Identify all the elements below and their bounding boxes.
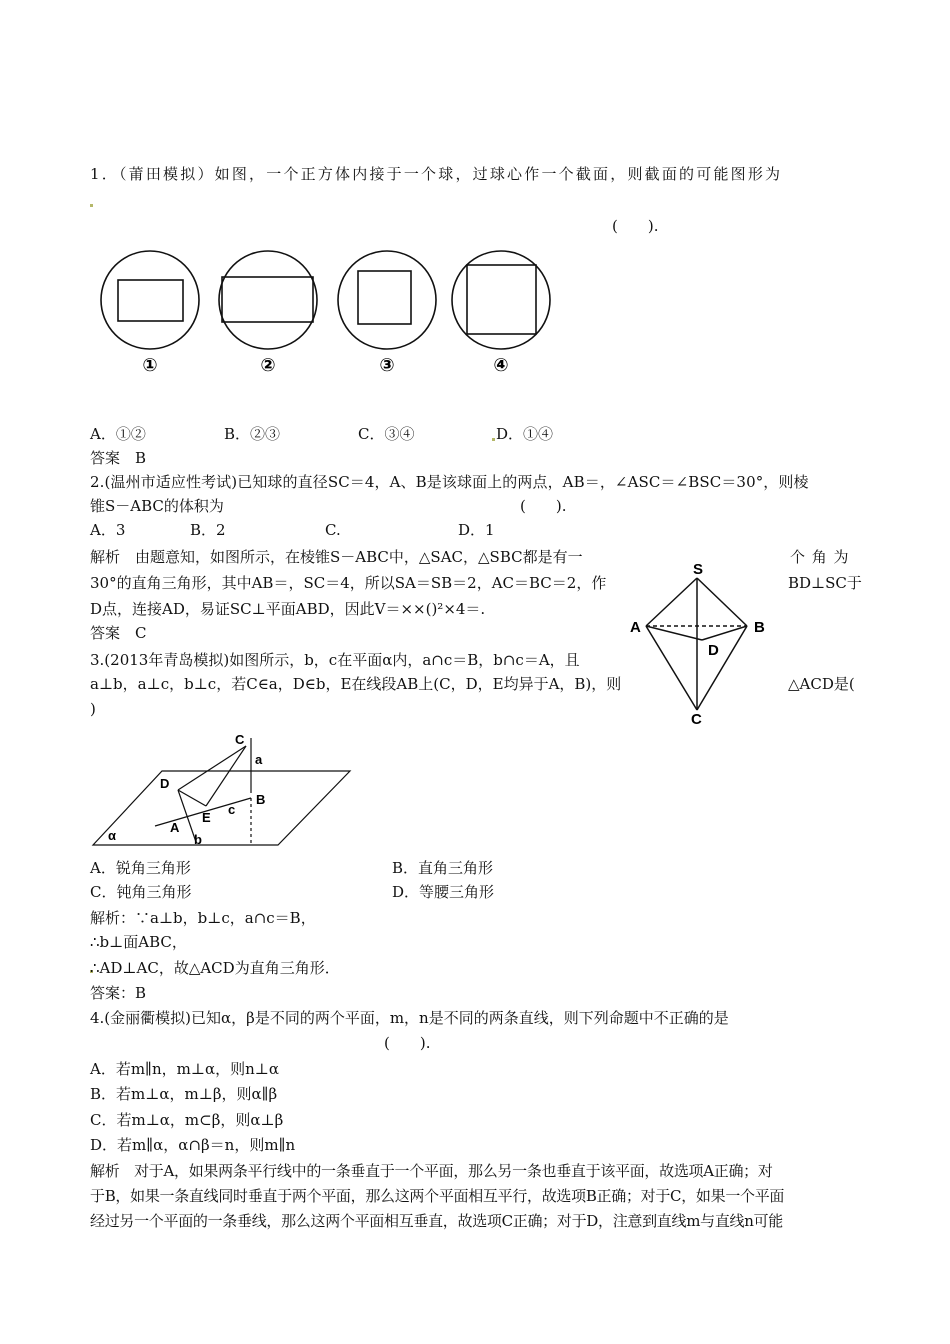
q1-option-d: D．①④ [496, 425, 554, 443]
q4-option-b: B．若m⊥α，m⊥β，则α∥β [90, 1085, 278, 1103]
q1-fig4-label: ④ [493, 355, 509, 375]
q4-analysis-line2: 于B，如果一条直线同时垂直于两个平面，那么这两个平面相互平行，故选项B正确；对于C，如果一个平面 [90, 1187, 785, 1205]
q3-label-d: D [160, 776, 170, 791]
q2-option-c: C. [325, 521, 341, 539]
q2-label-c: C [691, 711, 702, 726]
q4-analysis-line1: 解析 对于A，如果两条平行线中的一条垂直于一个平面，那么另一条也垂直于该平面，故选项A正确；对 [90, 1162, 773, 1180]
q1-paren: ( ). [612, 217, 659, 235]
q3-line2: a⊥b，a⊥c，b⊥c，若C∈a，D∈b，E在线段AB上(C，D，E均异于A，B)，则 [90, 675, 622, 693]
q2-option-a: A．3 [90, 521, 126, 539]
q3-line2-tail: △ACD是( [788, 675, 855, 693]
q3-line1: 3.(2013年青岛模拟)如图所示，b，c在平面α内，a∩c＝B，b∩c＝A，且 [90, 651, 580, 669]
q3-analysis-line3: ∴AD⊥AC，故△ACD为直角三角形． [90, 959, 340, 977]
q4-option-c: C．若m⊥α，m⊂β，则α⊥β [90, 1111, 284, 1129]
q2-line2: 锥S－ABC的体积为 [90, 497, 224, 515]
q1-fig4-rect [467, 265, 536, 334]
q1-figure [96, 245, 566, 385]
q3-label-b-point: B [256, 792, 266, 807]
q3-label-a-line: a [255, 752, 263, 767]
q3-option-d: D．等腰三角形 [392, 883, 495, 901]
q1-fig1-circle [101, 251, 199, 349]
q1-fig2-rect [222, 277, 313, 322]
q3-plane-figure [88, 728, 360, 850]
q3-label-alpha: α [108, 828, 116, 843]
q2-analysis-line3: D点，连接AD，易证SC⊥平面ABD，因此V＝××()²×4＝. [90, 600, 486, 618]
q3-analysis-line1: 解析：∵a⊥b，b⊥c，a∩c＝B， [90, 909, 316, 927]
q2-option-b: B．2 [190, 521, 226, 539]
q4-analysis-line3: 经过另一个平面的一条垂线，那么这两个平面相互垂直，故选项C正确；对于D，注意到直线m与直线n可能 [90, 1212, 783, 1230]
q3-option-c: C．钝角三角形 [90, 883, 192, 901]
q2-analysis-line1: 解析 由题意知，如图所示，在棱锥S－ABC中，△SAC，△SBC都是有一 [90, 548, 583, 566]
q2-pyramid-figure [622, 560, 782, 726]
scan-mark [492, 438, 495, 441]
q4-option-d: D．若m∥α，α∩β＝n，则m∥n [90, 1136, 296, 1154]
q2-label-b: B [754, 619, 765, 636]
q1-fig3-rect [358, 271, 411, 324]
q1-fig3-label: ③ [379, 355, 395, 375]
scan-mark [90, 204, 93, 207]
q3-label-a-point: A [170, 820, 180, 835]
q3-label-c-point: C [235, 732, 245, 747]
q3-label-c-line: c [228, 802, 236, 817]
q4-line1: 4.(金丽衢模拟)已知α，β是不同的两个平面，m，n是不同的两条直线，则下列命题中不正确的是 [90, 1009, 729, 1027]
q1-stem: 1．（莆田模拟）如图，一个正方体内接于一个球，过球心作一个截面，则截面的可能图形为 [90, 165, 783, 183]
q1-fig2-label: ② [260, 355, 276, 375]
q1-option-b: B．②③ [224, 425, 281, 443]
q2-analysis-line2-tail: BD⊥SC于 [788, 574, 862, 592]
q2-analysis-line2: 30°的直角三角形，其中AB＝，SC＝4，所以SA＝SB＝2，AC＝BC＝2，作 [90, 574, 607, 592]
q3-analysis-line2: ∴b⊥面ABC， [90, 933, 187, 951]
q4-option-a: A．若m∥n，m⊥α，则n⊥α [90, 1060, 280, 1078]
q2-analysis-line1-tail: 个 角 为 [790, 548, 850, 566]
q3-option-a: A．锐角三角形 [90, 859, 191, 877]
q2-paren: ( ). [520, 497, 567, 515]
q2-option-d: D．1 [458, 521, 495, 539]
q3-option-b: B．直角三角形 [392, 859, 494, 877]
q3-line3: ) [90, 700, 96, 718]
q2-label-s: S [693, 561, 704, 578]
q3-label-b-line: b [194, 832, 202, 847]
q4-paren: ( ). [384, 1034, 431, 1052]
q1-fig3-circle [338, 251, 436, 349]
q3-label-e: E [202, 810, 211, 825]
q1-fig1-label: ① [142, 355, 158, 375]
q1-fig2-circle [219, 251, 317, 349]
q3-answer: 答案：B [90, 984, 147, 1002]
q1-option-c: C．③④ [358, 425, 415, 443]
q2-line1: 2.(温州市适应性考试)已知球的直径SC＝4，A、B是该球面上的两点，AB＝，∠ASC＝∠BSC＝30°，则棱 [90, 473, 809, 491]
q2-label-d: D [708, 642, 719, 659]
q2-answer: 答案 C [90, 624, 147, 642]
q1-option-a: A．①② [90, 425, 146, 443]
q2-label-a: A [630, 619, 641, 636]
q1-answer: 答案 B [90, 449, 147, 467]
q1-fig1-rect [118, 280, 183, 321]
